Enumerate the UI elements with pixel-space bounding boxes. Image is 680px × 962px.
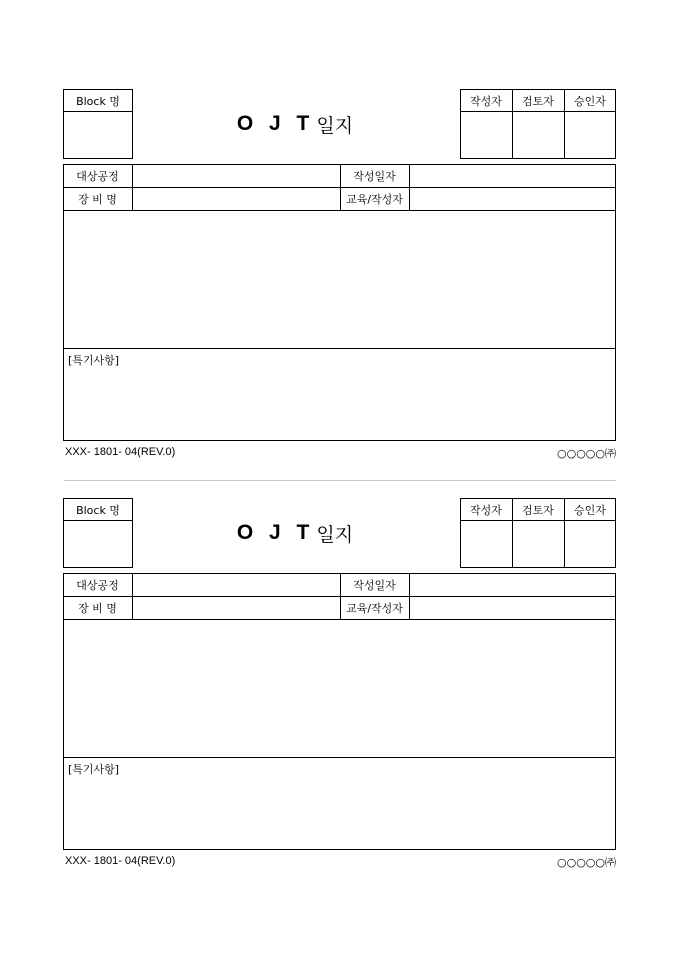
title-ojt: O J T	[236, 112, 315, 135]
approval-writer-label: 작성자	[470, 94, 502, 108]
approval-writer-sign[interactable]	[461, 112, 512, 158]
approval-reviewer-label: 검토자	[522, 503, 554, 517]
approval-writer-sign[interactable]	[461, 521, 512, 567]
block-value-field[interactable]	[64, 112, 132, 158]
page-title	[230, 110, 360, 138]
block-value-field[interactable]	[64, 521, 132, 567]
company-name: ○○○○○㈜	[557, 447, 616, 460]
content-area[interactable]	[64, 211, 615, 348]
form-code: XXX- 1801- 04(REV.0)	[65, 446, 176, 458]
trainer-field[interactable]	[410, 188, 615, 210]
trainer-label: 교육/작성자	[346, 601, 403, 615]
block-label: Block 명	[76, 94, 120, 108]
process-field[interactable]	[133, 165, 340, 187]
title-journal: 일지	[316, 523, 354, 546]
equipment-field[interactable]	[133, 597, 340, 619]
form-code: XXX- 1801- 04(REV.0)	[65, 855, 176, 867]
block-label: Block 명	[76, 503, 120, 517]
content-area[interactable]	[64, 620, 615, 757]
company-name: ○○○○○㈜	[557, 856, 616, 869]
approval-reviewer-sign[interactable]	[513, 521, 564, 567]
process-label: 대상공정	[76, 169, 119, 183]
trainer-field[interactable]	[410, 597, 615, 619]
trainer-label: 교육/작성자	[346, 192, 403, 206]
equipment-label: 장 비 명	[78, 601, 117, 615]
approval-writer-label: 작성자	[470, 503, 502, 517]
process-label: 대상공정	[76, 578, 119, 592]
date-field[interactable]	[410, 574, 615, 596]
date-field[interactable]	[410, 165, 615, 187]
title-journal: 일지	[316, 114, 354, 137]
ojt-form-2	[0, 409, 680, 869]
process-field[interactable]	[133, 574, 340, 596]
remarks-label: [특기사항]	[68, 763, 120, 776]
title-ojt: O J T	[236, 521, 315, 544]
approval-approver-label: 승인자	[574, 94, 606, 108]
equipment-field[interactable]	[133, 188, 340, 210]
date-label: 작성일자	[353, 578, 396, 592]
approval-reviewer-label: 검토자	[522, 94, 554, 108]
approval-approver-sign[interactable]	[565, 521, 615, 567]
approval-reviewer-sign[interactable]	[513, 112, 564, 158]
page-title	[230, 519, 360, 547]
equipment-label: 장 비 명	[78, 192, 117, 206]
date-label: 작성일자	[353, 169, 396, 183]
approval-approver-label: 승인자	[574, 503, 606, 517]
remarks-label: [특기사항]	[68, 354, 120, 367]
remarks-area[interactable]	[64, 777, 615, 849]
approval-approver-sign[interactable]	[565, 112, 615, 158]
ojt-form-1	[0, 0, 680, 460]
